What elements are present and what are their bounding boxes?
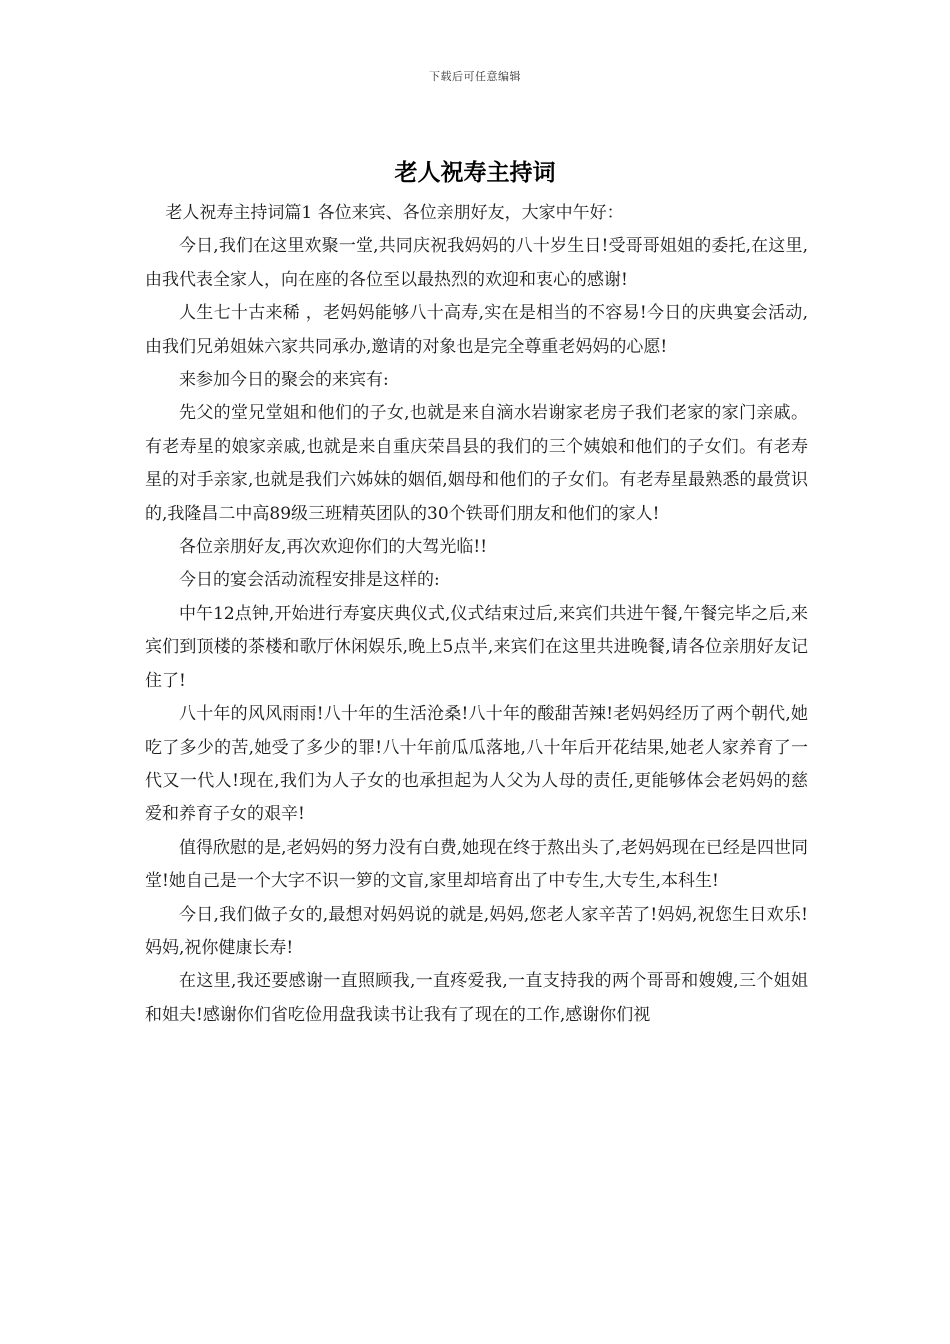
- paragraph-4: 来参加今日的聚会的来宾有:: [179, 370, 389, 391]
- paragraph-10: 值得欣慰的是,老妈妈的努力没有白费,她现在终于熬出头了,老妈妈现在已经是四世同堂!她自己是一个大字不识一箩的文盲,家里却培育出了中专生,大专生,本科生!: [145, 837, 808, 892]
- document-title: 老人祝寿主持词: [394, 160, 556, 186]
- paragraph-9: 八十年的风风雨雨!八十年的生活沧桑!八十年的酸甜苦辣!老妈妈经历了两个朝代,她吃了多少的苦,她受了多少的罪!八十年前瓜瓜落地,八十年后开花结果,她老人家养育了一代又一代人!现在,我们为人子女的也承担起为人父为人母的责任,更能够体会老妈妈的慈爱和养育子女的艰辛!: [145, 704, 808, 825]
- paragraph-6: 各位亲朋好友,再次欢迎你们的大驾光临!!: [179, 537, 488, 558]
- paragraph-2: 今日,我们在这里欢聚一堂,共同庆祝我妈妈的八十岁生日!受哥哥姐姐的委托,在这里,由我代表全家人，向在座的各位至以最热烈的欢迎和衷心的感谢!: [145, 236, 808, 290]
- paragraph-7: 今日的宴会活动流程安排是这样的:: [179, 570, 440, 591]
- paragraph-3: 人生七十古来稀 ，老妈妈能够八十高寿,实在是相当的不容易!今日的庆典宴会活动,由我们兄弟姐妹六家共同承办,邀请的对象也是完全尊重老妈妈的心愿!: [145, 303, 808, 357]
- paragraph-5: 先父的堂兄堂姐和他们的子女,也就是来自滴水岩谢家老房子我们老家的家门亲戚。有老寿星的娘家亲戚,也就是来自重庆荣昌县的我们的三个姨娘和他们的子女们。有老寿星的对手亲家,也就是我们六姊妹的姻佰,姻母和他们的子女们。有老寿星最熟悉的最赏识的,我隆昌二中高89级三班精英团队的30个铁哥们朋友和他们的家人!: [145, 403, 808, 524]
- header-note: 下载后可任意编辑: [429, 70, 521, 83]
- paragraph-1: 老人祝寿主持词篇1 各位来宾、各位亲朋好友，大家中午好：: [165, 203, 624, 223]
- document-body: [145, 197, 808, 1032]
- paragraph-12: 在这里,我还要感谢一直照顾我,一直疼爱我,一直支持我的两个哥哥和嫂嫂,三个姐姐和姐夫!感谢你们省吃俭用盘我读书让我有了现在的工作,感谢你们视: [145, 971, 808, 1025]
- paragraph-8: 中午12点钟,开始进行寿宴庆典仪式,仪式结束过后,来宾们共进午餐,午餐完毕之后,来宾们到顶楼的茶楼和歌厅休闲娱乐,晚上5点半,来宾们在这里共进晚餐,请各位亲朋好友记住了!: [145, 603, 808, 691]
- paragraph-11: 今日,我们做子女的,最想对妈妈说的就是,妈妈,您老人家辛苦了!妈妈,祝您生日欢乐!妈妈,祝你健康长寿!: [145, 904, 808, 958]
